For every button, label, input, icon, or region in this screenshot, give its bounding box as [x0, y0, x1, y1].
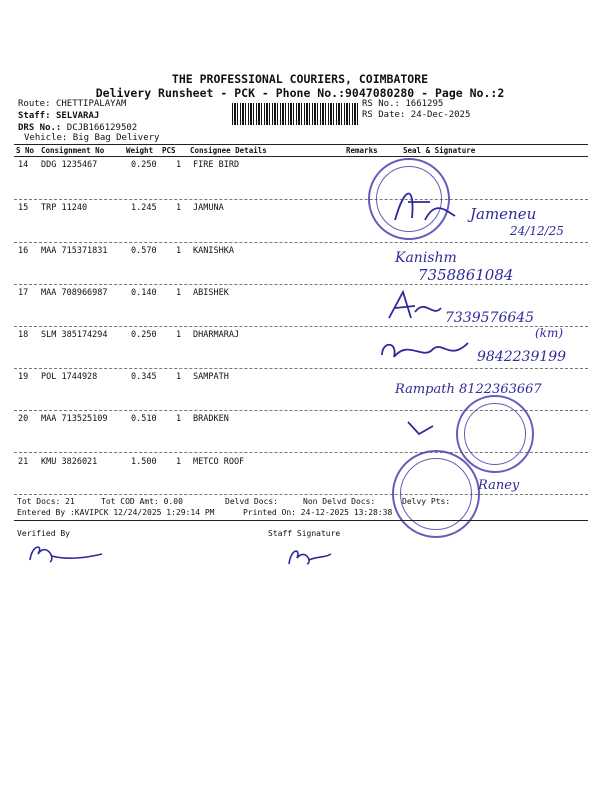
- row-sno: 15: [18, 203, 29, 213]
- row-consignee: DHARMARAJ: [193, 330, 240, 340]
- col-remarks: Remarks: [346, 146, 378, 155]
- row-divider: [14, 368, 588, 369]
- route-value: CHETTIPALAYAM: [55, 99, 127, 109]
- row-pcs: 1: [176, 160, 182, 170]
- tot-docs: Tot Docs: 21: [17, 497, 75, 506]
- report-title: THE PROFESSIONAL COURIERS, COIMBATORE: [171, 72, 429, 86]
- signature-scribble-icon: [390, 180, 460, 230]
- col-consignee: Consignee Details: [190, 146, 267, 155]
- row-consignment: DDG 1235467: [41, 160, 98, 170]
- rs-date-label: RS Date:: [362, 110, 406, 120]
- row-sno: 18: [18, 330, 29, 340]
- row-weight: 0.250: [131, 160, 157, 170]
- rs-date-line: [362, 110, 470, 120]
- row-consignee: KANISHKA: [193, 246, 234, 256]
- row-divider: [14, 199, 588, 200]
- row-divider: [14, 242, 588, 243]
- drs-line: [18, 123, 137, 133]
- row-pcs: 1: [176, 414, 182, 424]
- col-weight: Weight: [126, 146, 154, 155]
- footer-rule: [14, 520, 588, 521]
- verified-by-label: Verified By: [17, 529, 70, 538]
- header-top-rule: [14, 144, 588, 145]
- row-sno: 19: [18, 372, 29, 382]
- dharmaraj-signature-icon: [378, 335, 473, 365]
- rs-no-label: RS No.:: [362, 99, 400, 109]
- row-consignee: SAMPATH: [193, 372, 229, 382]
- abishek-note-handwriting: (km): [535, 326, 564, 340]
- staff-signature-icon: [285, 542, 335, 570]
- row-pcs: 1: [176, 288, 182, 298]
- col-consignment: Consignment No: [41, 146, 105, 155]
- row-weight: 1.245: [131, 203, 157, 213]
- metco-handwriting: Raney: [478, 478, 520, 493]
- vehicle-value: Big Bag Delivery: [72, 133, 160, 143]
- header-bottom-rule: [14, 156, 588, 157]
- kanishka-phone-handwriting: 7358861084: [418, 266, 514, 284]
- row-weight: 0.510: [131, 414, 157, 424]
- staff-line: [18, 111, 99, 121]
- staff-signature-label: Staff Signature: [268, 529, 341, 538]
- tot-cod-amt: Tot COD Amt: 0.00: [101, 497, 183, 506]
- row-consignee: METCO ROOF: [193, 457, 245, 467]
- route-line: [18, 99, 126, 109]
- barcode: [232, 103, 358, 125]
- row-weight: 0.570: [131, 246, 157, 256]
- row-sno: 16: [18, 246, 29, 256]
- sampath-handwriting: Rampath 8122363667: [395, 382, 542, 397]
- col-sno: S No: [16, 146, 35, 155]
- row-sno: 20: [18, 414, 29, 424]
- jamuna-date-handwriting: 24/12/25: [510, 224, 564, 238]
- row-weight: 0.345: [131, 372, 157, 382]
- jamuna-handwriting: Jameneu: [470, 205, 537, 223]
- row-divider: [14, 284, 588, 285]
- route-label: Route:: [18, 99, 51, 109]
- row-consignment: KMU 3826021: [41, 457, 98, 467]
- row-pcs: 1: [176, 330, 182, 340]
- row-pcs: 1: [176, 457, 182, 467]
- metco-roof-seal-stamp: [392, 450, 480, 538]
- printed-on: Printed On: 24-12-2025 13:28:38: [243, 508, 393, 517]
- vehicle-label: Vehicle:: [24, 133, 68, 143]
- row-sno: 17: [18, 288, 29, 298]
- row-weight: 0.250: [131, 330, 157, 340]
- rs-no-line: [362, 99, 443, 109]
- rs-no-value: 1661295: [405, 99, 444, 109]
- dharmaraj-phone-handwriting: 9842239199: [477, 349, 567, 365]
- abishek-signature-icon: [385, 288, 445, 324]
- row-consignee: FIRE BIRD: [193, 160, 240, 170]
- firm-seal-stamp: [456, 395, 534, 473]
- vehicle-line: [24, 133, 159, 143]
- rs-date-value: 24-Dec-2025: [410, 110, 471, 120]
- row-weight: 1.500: [131, 457, 157, 467]
- row-consignment: MAA 713525109: [41, 414, 108, 424]
- row-divider: [14, 326, 588, 327]
- row-consignment: MAA 715371831: [41, 246, 108, 256]
- row-consignment: POL 1744928: [41, 372, 98, 382]
- abishek-phone-handwriting: 7339576645: [445, 310, 535, 326]
- drs-value: DCJB166129502: [66, 123, 138, 133]
- bradken-mark-icon: [405, 418, 435, 438]
- row-consignee: ABISHEK: [193, 288, 229, 298]
- col-seal-signature: Seal & Signature: [403, 146, 476, 155]
- row-consignment: MAA 708966987: [41, 288, 108, 298]
- non-delvd-docs: Non Delvd Docs:: [303, 497, 376, 506]
- col-pcs: PCS: [162, 146, 176, 155]
- report-subtitle: Delivery Runsheet - PCK - Phone No.:9047080280 - Page No.:2: [95, 86, 505, 100]
- entered-by: Entered By :KAVIPCK 12/24/2025 1:29:14 PM: [17, 508, 215, 517]
- row-consignment: TRP 11240: [41, 203, 88, 213]
- row-pcs: 1: [176, 372, 182, 382]
- row-divider: [14, 494, 588, 495]
- row-weight: 0.140: [131, 288, 157, 298]
- verified-signature-icon: [26, 538, 106, 568]
- row-pcs: 1: [176, 203, 182, 213]
- staff-value: SELVARAJ: [55, 111, 100, 121]
- delvd-docs: Delvd Docs:: [225, 497, 278, 506]
- row-pcs: 1: [176, 246, 182, 256]
- delvy-pts: Delvy Pts:: [402, 497, 451, 506]
- row-sno: 14: [18, 160, 29, 170]
- drs-label: DRS No.:: [18, 123, 62, 133]
- row-sno: 21: [18, 457, 29, 467]
- kanishka-handwriting: Kanishm: [395, 250, 457, 266]
- row-consignee: BRADKEN: [193, 414, 229, 424]
- row-consignment: SLM 385174294: [41, 330, 108, 340]
- row-consignee: JAMUNA: [193, 203, 224, 213]
- staff-label: Staff:: [18, 111, 51, 121]
